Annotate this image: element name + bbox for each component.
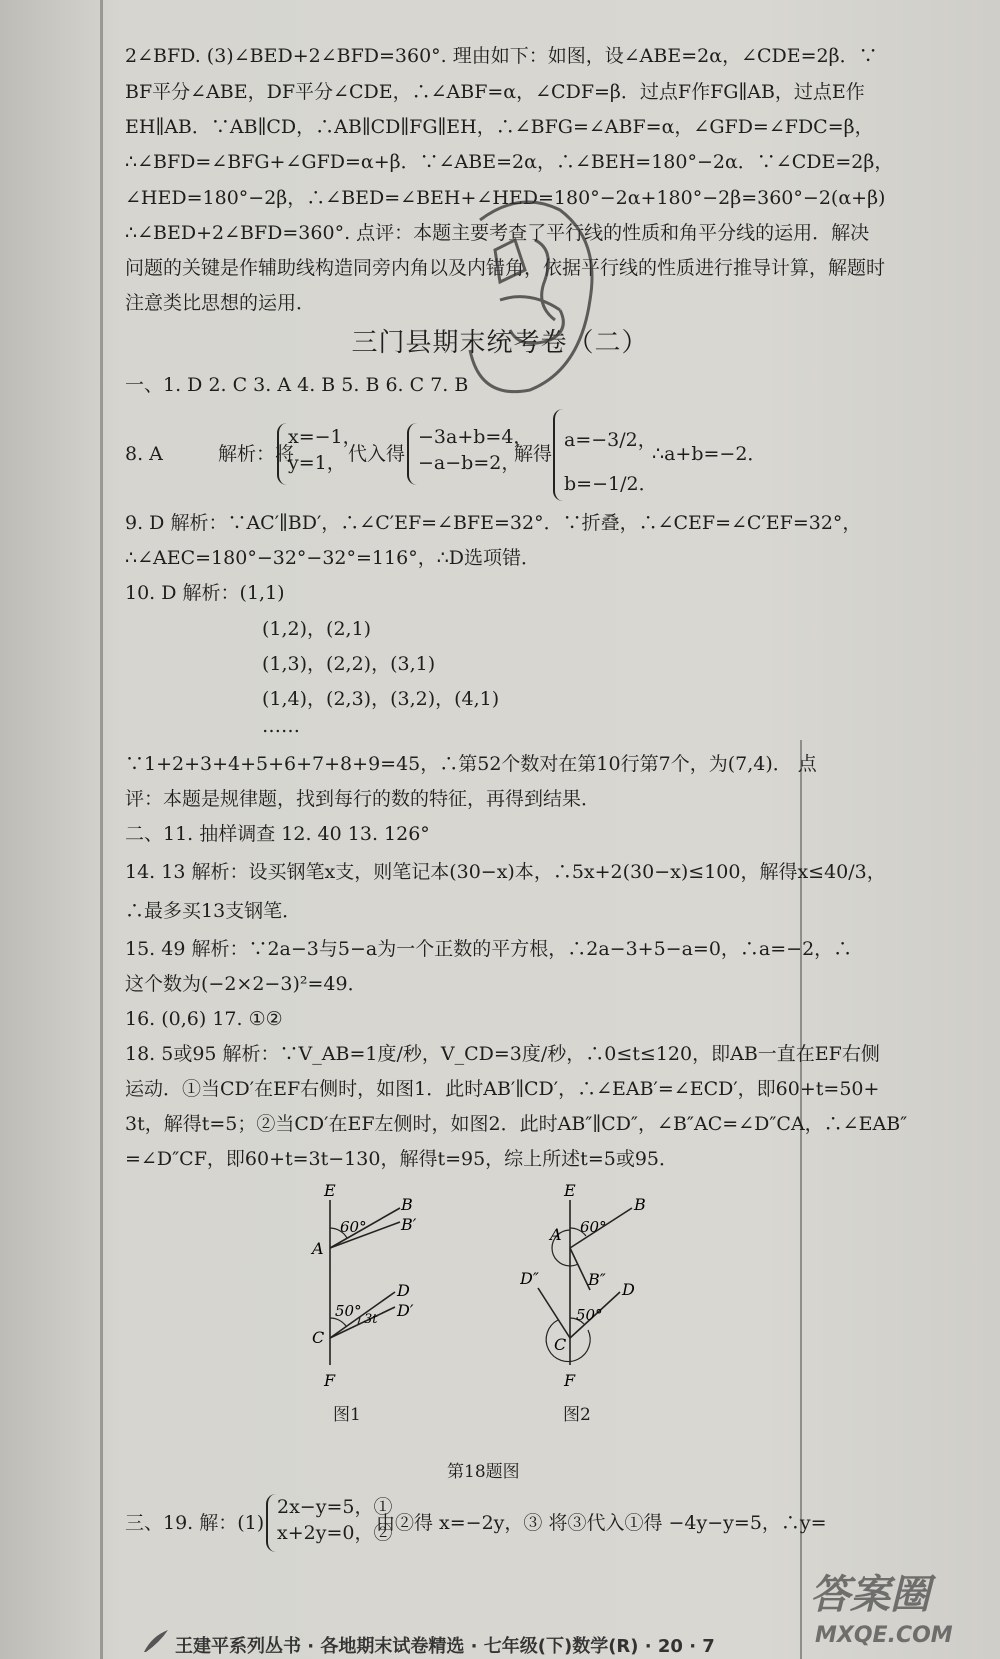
q8-label: 解析：将 (218, 443, 295, 465)
figure-2 (520, 1180, 680, 1400)
book-spine (100, 0, 103, 1659)
handwritten-stamp (440, 180, 620, 410)
label-b: B (401, 1195, 413, 1214)
label-50: 50° (335, 1302, 362, 1320)
answers-11-13: 二、11. 抽样调查 12. 40 13. 126° (125, 823, 430, 845)
label-60: 60° (340, 1218, 367, 1236)
q10-pairs: (1,3)，(2,2)，(3,1) (262, 653, 436, 675)
q9-line: 9. D 解析：∵AC′∥BD′，∴∠C′EF=∠BFE=32°．∵折叠，∴∠CEF=∠C′EF=32°， (125, 512, 862, 534)
figure-2-caption: 图2 (563, 1405, 591, 1425)
q10-line: ∵1+2+3+4+5+6+7+8+9=45，∴第52个数对在第10行第7个，为(7,4)． 点 (125, 753, 817, 775)
figure-caption: 第18题图 (447, 1462, 520, 1482)
label-e: E (564, 1181, 576, 1200)
label-50: 50° (576, 1306, 603, 1324)
q10-pairs: (1,2)，(2,1) (262, 618, 372, 640)
solution-b: b=−1/2． (564, 473, 658, 495)
q8-mid: 代入得 (348, 443, 406, 465)
feather-icon (140, 1626, 170, 1656)
q10-pairs: …… (262, 715, 300, 737)
q8-solution (564, 418, 658, 506)
equation: −a−b=2， (418, 452, 521, 474)
answers-16-17: 16. (0,6) 17. ①② (125, 1008, 283, 1030)
q15-line: 这个数为(−2×2−3)²=49． (125, 973, 367, 995)
equation: x=−1， (288, 426, 362, 448)
text-line: 问题的关键是作辅助线构造同旁内角以及内错角，依据平行线的性质进行推导计算，解题时 (125, 257, 886, 279)
q8-mid2: 解得 (514, 443, 553, 465)
brace (553, 409, 563, 501)
q14-line: 14. 13 解析：设买钢笔x支，则笔记本(30−x)本，∴5x+2(30−x)≤100，解得x≤40/3， (125, 861, 886, 883)
label-e: E (324, 1181, 336, 1200)
section-title: 三门县期末统考卷（二） (351, 328, 649, 358)
ray-cd-double-prime (538, 1288, 570, 1338)
label-c: C (554, 1335, 567, 1354)
q19-head: 三、19. 解：(1) (125, 1512, 265, 1534)
watermark-text-top: 答案圈 (810, 1572, 930, 1618)
q19-rest: 由②得 x=−2y，③ 将③代入①得 −4y−y=5，∴y= (376, 1512, 827, 1534)
q14-line: ∴最多买13支钢笔． (125, 900, 302, 922)
label-d: D (397, 1281, 410, 1300)
label-f: F (564, 1371, 576, 1390)
q10-head: 10. D 解析：(1,1) (125, 582, 285, 604)
equation: y=1， (288, 452, 346, 474)
text-line: EH∥AB．∵AB∥CD，∴AB∥CD∥FG∥EH，∴∠BFG=∠ABF=α，∠GFD=∠FDC=β， (125, 116, 874, 138)
label-b: B (634, 1195, 646, 1214)
q9-line: ∴∠AEC=180°−32°−32°=116°，∴D选项错． (125, 547, 541, 569)
q8-tail: ∴a+b=−2． (652, 443, 767, 465)
label-d: D (622, 1280, 635, 1299)
q18-line: =∠D″CF，即60+t=3t−130，解得t=95，综上所述t=5或95． (125, 1148, 679, 1170)
label-a: A (312, 1239, 324, 1258)
q10-pairs: (1,4)，(2,3)，(3,2)，(4,1) (262, 688, 500, 710)
brace (277, 423, 287, 485)
text-line: BF平分∠ABE，DF平分∠CDE，∴∠ABF=α，∠CDF=β．过点F作FG∥AB，过点E作 (125, 81, 865, 103)
brace (407, 423, 417, 485)
q18-line: 运动．①当CD′在EF右侧时，如图1．此时AB′∥CD′，∴∠EAB′=∠ECD′，即60+t=50+ (125, 1078, 880, 1100)
solution-a: a=−3/2， (564, 429, 657, 451)
watermark-logo (800, 1560, 980, 1650)
page-footer: 王建平系列丛书 · 各地期末试卷精选 · 七年级(下)数学(R) · 20 · 7 (175, 1636, 715, 1657)
label-f: F (324, 1371, 336, 1390)
watermark-text-bottom: MXQE.COM (815, 1623, 953, 1648)
label-a: A (550, 1225, 562, 1244)
answers-1-7: 一、1. D 2. C 3. A 4. B 5. B 6. C 7. B (125, 374, 469, 396)
brace (266, 1494, 276, 1552)
site-watermark (800, 1560, 980, 1650)
text-line: ∠HED=180°−2β，∴∠BED=∠BEH+∠HED=180°−2α+180°−2β=360°−2(α+β) (125, 187, 886, 209)
equation: −3a+b=4， (418, 426, 533, 448)
label-60: 60° (580, 1218, 607, 1236)
text-line: ∴∠BFD=∠BFG+∠GFD=α+β．∵∠ABE=2α，∴∠BEH=180°−2α．∵∠CDE=2β， (125, 151, 894, 173)
text-line: 2∠BFD. (3)∠BED+2∠BFD=360°. 理由如下：如图，设∠ABE=2α，∠CDE=2β．∵ (125, 45, 878, 67)
label-d-prime: D′ (397, 1301, 414, 1320)
text-line: 注意类比思想的运用． (125, 292, 316, 314)
text-line: ∴∠BED+2∠BFD=360°. 点评：本题主要考查了平行线的性质和角平分线的运用．解决 (125, 222, 870, 244)
q18-line: 3t，解得t=5；②当CD′在EF左侧时，如图2．此时AB″∥CD″，∠B″AC=∠D″CA，∴∠EAB″ (125, 1113, 908, 1135)
label-c: C (312, 1328, 325, 1347)
label-b-prime: B′ (401, 1215, 417, 1234)
label-d-double-prime: D″ (520, 1269, 539, 1288)
q10-line: 评：本题是规律题，找到每行的数的特征，再得到结果． (125, 788, 601, 810)
figure-1-caption: 图1 (333, 1405, 361, 1425)
label-3t: 3t (364, 1312, 378, 1327)
equation: x+2y=0，② (277, 1522, 393, 1544)
q8-head (125, 441, 163, 467)
figure-1 (290, 1180, 450, 1400)
q8-number: 8. A (125, 443, 163, 465)
label-b-double-prime: B″ (588, 1270, 606, 1289)
equation: 2x−y=5，① (277, 1496, 393, 1518)
q15-line: 15. 49 解析：∵2a−3与5−a为一个正数的平方根，∴2a−3+5−a=0，∴a=−2，∴ (125, 938, 853, 960)
q18-line: 18. 5或95 解析：∵V_AB=1度/秒，V_CD=3度/秒，∴0≤t≤120，即AB一直在EF右侧 (125, 1043, 880, 1065)
ray-ab-double-prime (570, 1248, 590, 1290)
